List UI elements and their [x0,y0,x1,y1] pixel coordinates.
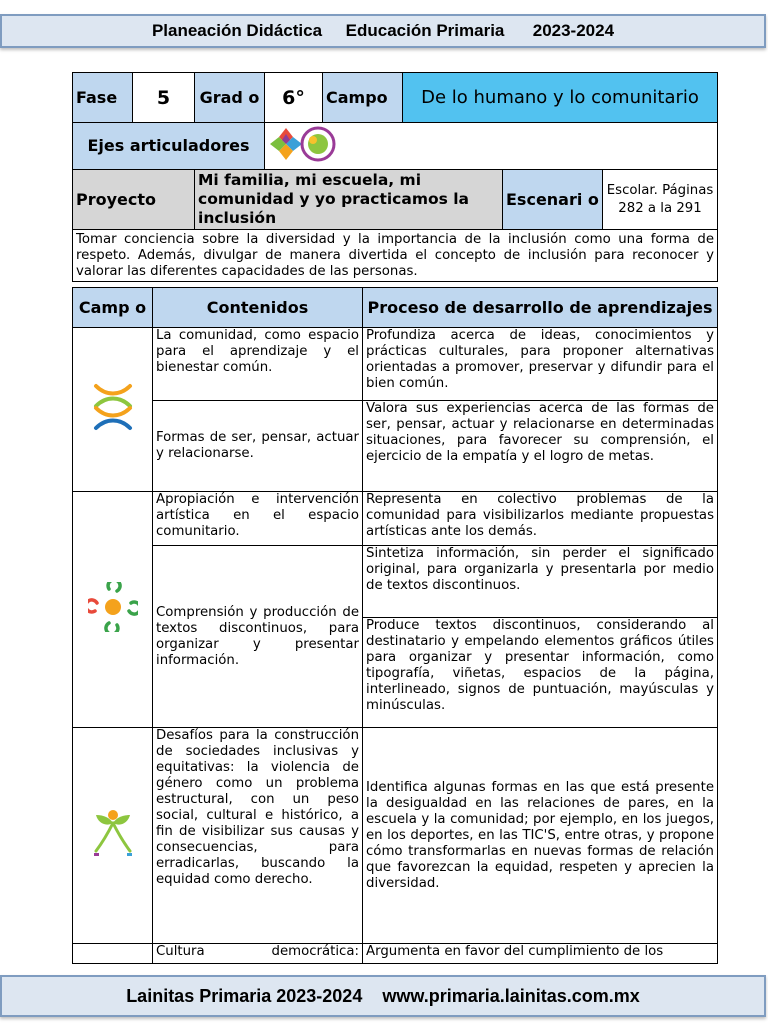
table-header-row [73,288,718,328]
process-cell: Produce textos discontinuos, considerando al destinatario y empelando elementos gráficos útiles para organizar y presentar información, como tipografía, viñetas, espacios de la página, interlineado, signos de puntuación, mayúsculas y minúsculas. [363,618,718,728]
campo-icon-cell [73,328,153,492]
etica-naturaleza-icon [88,380,138,434]
bottom-banner [0,975,766,1017]
header-contenidos: Contenidos [153,288,363,328]
table-row [73,401,718,492]
footer-site-name: Lainitas Primaria 2023-2024 [126,985,363,1006]
project-description: Tomar conciencia sobre la diversidad y la importancia de la inclusión como una forma de respeto. Además, divulgar de manera divertida el concepto de inclusión para reconocer y valorar las diferentes capacidades de las personas. [73,230,718,282]
contents-table [72,287,718,964]
content-cell: Cultura democrática: [153,944,363,964]
process-cell: Representa en colectivo problemas de la comunidad para visibilizarlos mediante propuestas artísticas ante los demás. [363,492,718,546]
footer-url[interactable]: www.primaria.lainitas.com.mx [382,985,640,1006]
table-row [73,492,718,546]
campo-label: Campo [323,73,403,123]
fase-label: Fase [73,73,133,123]
lenguajes-icon [88,582,138,632]
escenario-label: Escenari o [503,170,603,230]
header-level: Educación Primaria [345,21,505,40]
content-cell: La comunidad, como espacio para el aprendizaje y el bienestar común. [153,328,363,401]
escenario-value: Escolar. Páginas 282 a la 291 [603,170,718,230]
content-cell: Desafíos para la construcción de sociedades inclusivas y equitativas: la violencia de género como un problema estructural, con un peso social, cultural e histórico, a fin de visibilizar sus causas y consecuencias, para erradicarlas, buscando la equidad como derecho. [153,728,363,944]
grado-label: Grad o [195,73,265,123]
content-cell: Formas de ser, pensar, actuar y relacionarse. [153,401,363,492]
campo-icon-cell [73,944,153,964]
proyecto-label: Proyecto [73,170,195,230]
top-banner [0,14,766,48]
content-cell: Comprensión y producción de textos discontinuos, para organizar y presentar información. [153,546,363,728]
ejes-articuladores-icon [265,123,340,165]
campo-value: De lo humano y lo comunitario [403,73,718,123]
ejes-icons [265,123,718,170]
header-campo: Camp o [73,288,153,328]
process-cell: Sintetiza información, sin perder el significado original, para organizarla y presentarla por medio de textos discontinuos. [363,546,718,618]
header-title: Planeación Didáctica [151,21,323,40]
campo-icon-cell [73,492,153,728]
header-proceso: Proceso de desarrollo de aprendizajes [363,288,718,328]
content-cell: Apropiación e intervención artística en el espacio comunitario. [153,492,363,546]
ejes-label: Ejes articuladores [73,123,265,170]
process-cell: Identifica algunas formas en las que está presente la desigualdad en las relaciones de pares, en la escuela y la comunidad; por ejemplo, en los juegos, en los deportes, en las TIC'S, entre otras, y propone cómo transformarlas en nuevas formas de relación que favorezcan la equidad, respeten y aprecien la diversidad. [363,728,718,944]
process-cell: Valora sus experiencias acerca de las formas de ser, pensar, actuar y relacionarse en determinadas situaciones, para favorecer su comprensión, el ejercicio de la empatía y el logro de metas. [363,401,718,492]
fase-value: 5 [133,73,195,123]
grado-value: 6° [265,73,323,123]
table-row [73,328,718,401]
header-year: 2023-2024 [532,21,615,40]
table-row [73,728,718,944]
meta-table [72,72,718,282]
process-cell: Argumenta en favor del cumplimiento de los [363,944,718,964]
table-row [73,944,718,964]
humano-comunitario-icon [88,805,138,861]
table-row [73,546,718,618]
process-cell: Profundiza acerca de ideas, conocimientos y prácticas culturales, para proponer alternativas orientadas a promover, preservar y difundir para el bien común. [363,328,718,401]
campo-icon-cell [73,728,153,944]
proyecto-value: Mi familia, mi escuela, mi comunidad y yo practicamos la inclusión [195,170,503,230]
